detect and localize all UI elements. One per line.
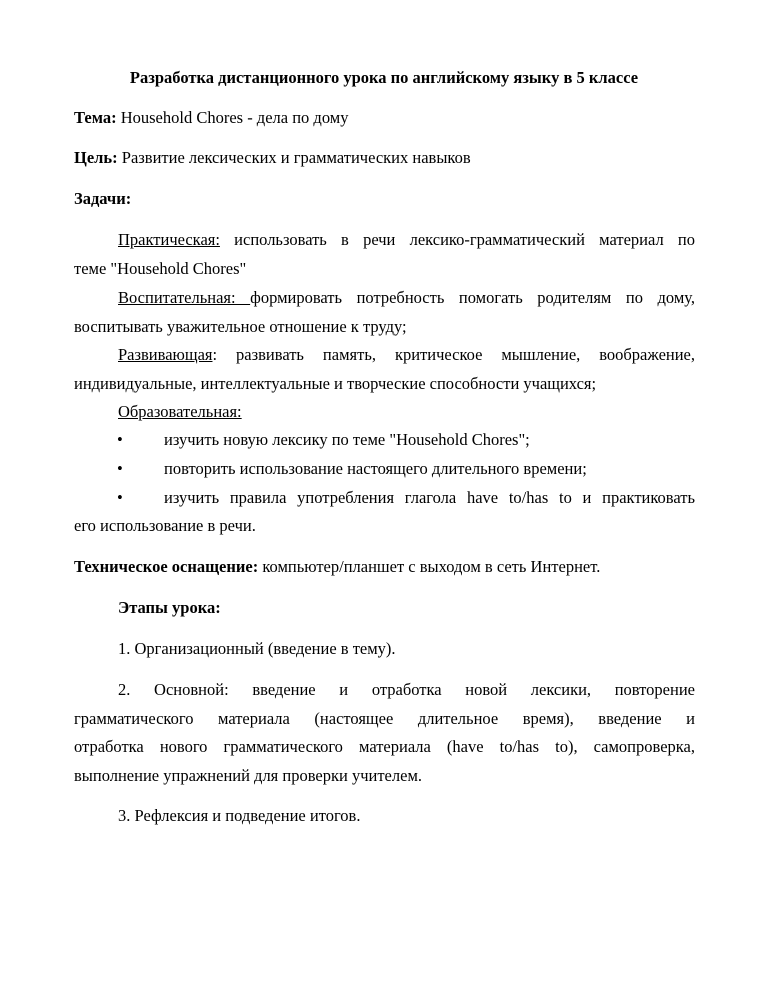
goal-line [74, 148, 471, 168]
bullet-icon: • [117, 430, 123, 449]
developing-label: Развивающая [118, 345, 213, 364]
stage-2-line-3: отработка нового грамматического материала (have to/has to), самопроверка, [74, 737, 695, 756]
practical-label: Практическая: [118, 230, 220, 249]
tasks-heading: Задачи: [74, 189, 132, 208]
goal-value: Развитие лексических и грамматических навыков [117, 148, 471, 167]
educational-task-label: Образовательная: [118, 402, 242, 421]
bullet-icon: • [117, 459, 123, 478]
upbringing-task-line-2: воспитывать уважительное отношение к труду; [74, 317, 407, 336]
document-title: Разработка дистанционного урока по английскому языку в 5 классе [129, 68, 639, 87]
developing-task-line-1: Развивающая: развивать память, критическое мышление, воображение, [118, 345, 695, 364]
bullet-icon: • [117, 488, 123, 507]
stage-2-line-4: выполнение упражнений для проверки учителем. [74, 766, 423, 785]
topic-label: Тема: [74, 108, 117, 127]
developing-task-line-2: индивидуальные, интеллектуальные и творческие способности учащихся; [74, 374, 597, 393]
topic-line [74, 108, 348, 128]
stage-3: 3. Рефлексия и подведение итогов. [118, 806, 361, 825]
upbringing-label: Воспитательная: [118, 288, 251, 307]
list-item-continuation: его использование в речи. [74, 516, 256, 535]
upbringing-task-line-1: Воспитательная: формировать потребность помогать родителям по дому, [118, 288, 695, 307]
stage-2-line-2: грамматического материала (настоящее длительное время), введение и [74, 709, 695, 728]
practical-task-line-2: теме "Household Chores" [74, 259, 247, 278]
topic-value: Household Chores - дела по дому [116, 108, 349, 127]
equipment-label: Техническое оснащение: [74, 557, 259, 576]
equipment-value: компьютер/планшет с выходом в сеть Интернет. [258, 557, 601, 576]
stage-2-line-1: 2. Основной: введение и отработка новой лексики, повторение [118, 680, 695, 699]
list-item: изучить правила употребления глагола have to/has to и практиковать [164, 488, 695, 507]
practical-task-line-1: Практическая: использовать в речи лексико-грамматический материал по [118, 230, 695, 249]
stages-heading: Этапы урока: [118, 598, 221, 617]
list-item: изучить новую лексику по теме "Household Chores"; [164, 430, 530, 449]
list-item: повторить использование настоящего длительного времени; [164, 459, 587, 478]
stage-1: 1. Организационный (введение в тему). [118, 639, 396, 658]
goal-label: Цель: [74, 148, 118, 167]
equipment-line [74, 557, 600, 577]
